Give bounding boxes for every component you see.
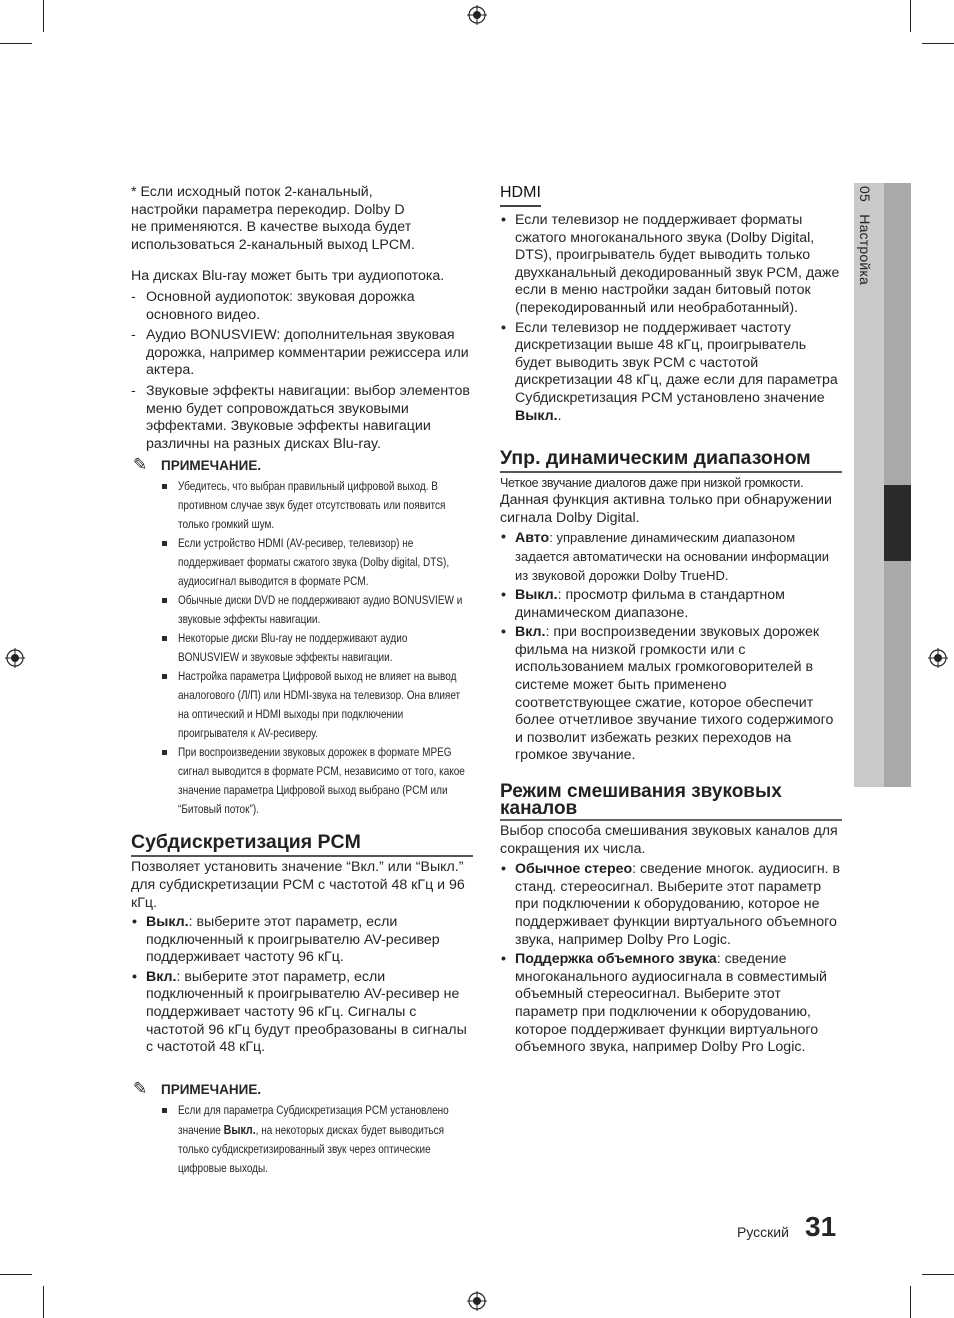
chapter-title: Настройка bbox=[857, 214, 873, 285]
list-item: • Если телевизор не поддерживает форматы сжатого многоканального звука (Dolby Digital, DTS), проигрыватель будет выводить только двухканальный декодированный звук PCM, даже если в меню настройки задан битовый поток (перекодированный или необработанный). bbox=[500, 212, 842, 318]
note-text: Если для параметра Субдискретизация PCM установлено значение Выкл., на некоторых дисках будет выводиться только субдискретизированный звук через оптические цифровые выходы. bbox=[178, 1102, 449, 1175]
note-text: Некоторые диски Blu-ray не поддерживают аудио BONUSVIEW и звуковые эффекты навигации. bbox=[178, 631, 408, 665]
crop-mark bbox=[910, 1286, 911, 1318]
mix-intro: Выбор способа смешивания звуковых каналов для сокращения их числа. bbox=[500, 823, 838, 857]
page-number: 31 bbox=[805, 1211, 837, 1242]
list-item: - Звуковые эффекты навигации: выбор элементов меню будет сопровождаться звуковыми эффектами. Звуковые эффекты навигации различны на разных дисках Blu-ray. bbox=[131, 383, 473, 453]
list-item: • Обычное стерео: сведение многок. аудиосигн. в станд. стереосигнал. Выберите этот параметр при подключении к оборудованию, которое не поддерживает функции виртуального объемного звука, например Dolby Pro Logic. bbox=[500, 861, 842, 949]
section-title-hdmi: HDMI bbox=[500, 184, 541, 207]
note-text: Убедитесь, что выбран правильный цифровой выход. В противном случае звук будет отсутствовать или появится только громкий шум. bbox=[178, 479, 446, 532]
crop-mark bbox=[922, 1274, 954, 1275]
list-item bbox=[131, 743, 473, 819]
list-item: - Аудио BONUSVIEW: дополнительная звуковая дорожка, например комментарии режиссера или актера. bbox=[131, 327, 473, 380]
note-label: ПРИМЕЧАНИЕ. bbox=[161, 1081, 262, 1097]
list-item: • Выкл.: просмотр фильма в стандартном динамическом диапазоне. bbox=[500, 587, 842, 622]
list-item: - Основной аудиопоток: звуковая дорожка основного видео. bbox=[131, 289, 473, 324]
list-item bbox=[131, 477, 473, 534]
crop-mark bbox=[910, 0, 911, 32]
note-text: Обычные диски DVD не поддерживают аудио BONUSVIEW и звуковые эффекты навигации. bbox=[178, 593, 463, 627]
registration-mark-icon bbox=[467, 1291, 487, 1311]
list-item bbox=[131, 1101, 473, 1178]
pencil-note-icon: ✎ bbox=[133, 1078, 148, 1098]
drc-subtitle: Четкое звучание диалогов даже при низкой громкости. bbox=[500, 476, 804, 491]
list-item: • Вкл.: при воспроизведении звуковых дорожек фильма на низкой громкости или с использованием малых громкоговорителей в системе может быть применено соответствующее сжатие, которое обеспечит более отчетливое звучание тихого содержимого и позволит избежать резких переходов на громкое звучание. bbox=[500, 624, 842, 765]
streams-intro: На дисках Blu-ray может быть три аудиопотока. bbox=[131, 268, 445, 285]
chapter-tab-label bbox=[857, 186, 873, 285]
list-item: • Поддержка объемного звука: сведение многоканального аудиосигнала в совместимый объемный стереосигнал. Выберите этот параметр при подключении к оборудованию, которое поддерживает функции виртуального объемного звука, например Dolby Pro Logic. bbox=[500, 951, 842, 1057]
right-column bbox=[500, 184, 842, 1057]
section-title-pcm: Субдискретизация PCM bbox=[131, 833, 473, 857]
registration-mark-icon bbox=[5, 648, 25, 668]
list-item: • Авто: управление динамическим диапазоном задается автоматически на основании информации из звуковой дорожки Dolby TrueHD. bbox=[500, 529, 842, 585]
registration-mark-icon bbox=[467, 5, 487, 25]
left-column bbox=[131, 184, 473, 1178]
drc-intro: Данная функция активна только при обнаружении сигнала Dolby Digital. bbox=[500, 492, 832, 526]
note-label: ПРИМЕЧАНИЕ. bbox=[161, 458, 262, 474]
list-item bbox=[131, 591, 473, 629]
crop-mark bbox=[43, 0, 44, 32]
note-heading bbox=[131, 1078, 473, 1099]
crop-mark bbox=[43, 1286, 44, 1318]
crop-mark bbox=[0, 43, 32, 44]
pcm-intro: Позволяет установить значение “Вкл.” или “Выкл.” для субдискретизации PCM с частотой 48 кГц и 96 кГц. bbox=[131, 859, 465, 911]
list-item: • Если телевизор не поддерживает частоту дискретизации выше 48 кГц, проигрыватель будет выводить звук PCM с частотой дискретизации 48 кГц, даже если для параметра Субдискретизация PCM установлено значение Выкл.. bbox=[500, 320, 842, 426]
pencil-note-icon: ✎ bbox=[133, 455, 148, 475]
section-title-drc: Упр. динамическим диапазоном bbox=[500, 449, 842, 473]
footer-language: Русский bbox=[737, 1224, 789, 1240]
streams-list bbox=[131, 289, 473, 453]
crop-mark bbox=[922, 43, 954, 44]
notes-list bbox=[131, 477, 473, 819]
intro-note: * Если исходный поток 2-канальный, настройки параметра перекодир. Dolby D не применяются. В качестве выхода будет использоваться 2-канальный выход LPCM. bbox=[131, 184, 415, 253]
list-item: • Выкл.: выберите этот параметр, если подключенный к проигрывателю AV-ресивер поддерживает частоту 96 кГц. bbox=[131, 914, 473, 967]
crop-mark bbox=[0, 1274, 32, 1275]
section-title-downmix: Режим смешивания звуковых каналов bbox=[500, 783, 842, 821]
registration-mark-icon bbox=[928, 648, 948, 668]
list-item bbox=[131, 534, 473, 591]
note-heading bbox=[131, 457, 473, 475]
chapter-tab-marker bbox=[884, 485, 911, 561]
list-item bbox=[131, 629, 473, 667]
list-item bbox=[131, 667, 473, 743]
note-text: Если устройство HDMI (AV-ресивер, телевизор) не поддерживает форматы сжатого звука (Dolby digital, DTS), аудиосигнал выводится в формате PCM. bbox=[178, 536, 450, 589]
chapter-number: 05 bbox=[857, 186, 873, 202]
note-text: Настройка параметра Цифровой выход не влияет на вывод аналогового (Л/П) или HDMI-звука на телевизор. Она влияет на оптический и HDMI выходы при подключении проигрывателя к AV-ресиверу. bbox=[178, 669, 461, 741]
list-item: • Вкл.: выберите этот параметр, если подключенный к проигрывателю AV-ресивер не поддерживает частоту 96 кГц. Сигналы с частотой 96 кГц будут преобразованы в сигналы с частотой 48 кГц. bbox=[131, 969, 473, 1057]
note-text: При воспроизведении звуковых дорожек в формате MPEG сигнал выводится в формате PCM, независимо от того, какое значение параметра Цифровой выход выбрано (PCM или “Битовый поток”). bbox=[178, 745, 465, 817]
